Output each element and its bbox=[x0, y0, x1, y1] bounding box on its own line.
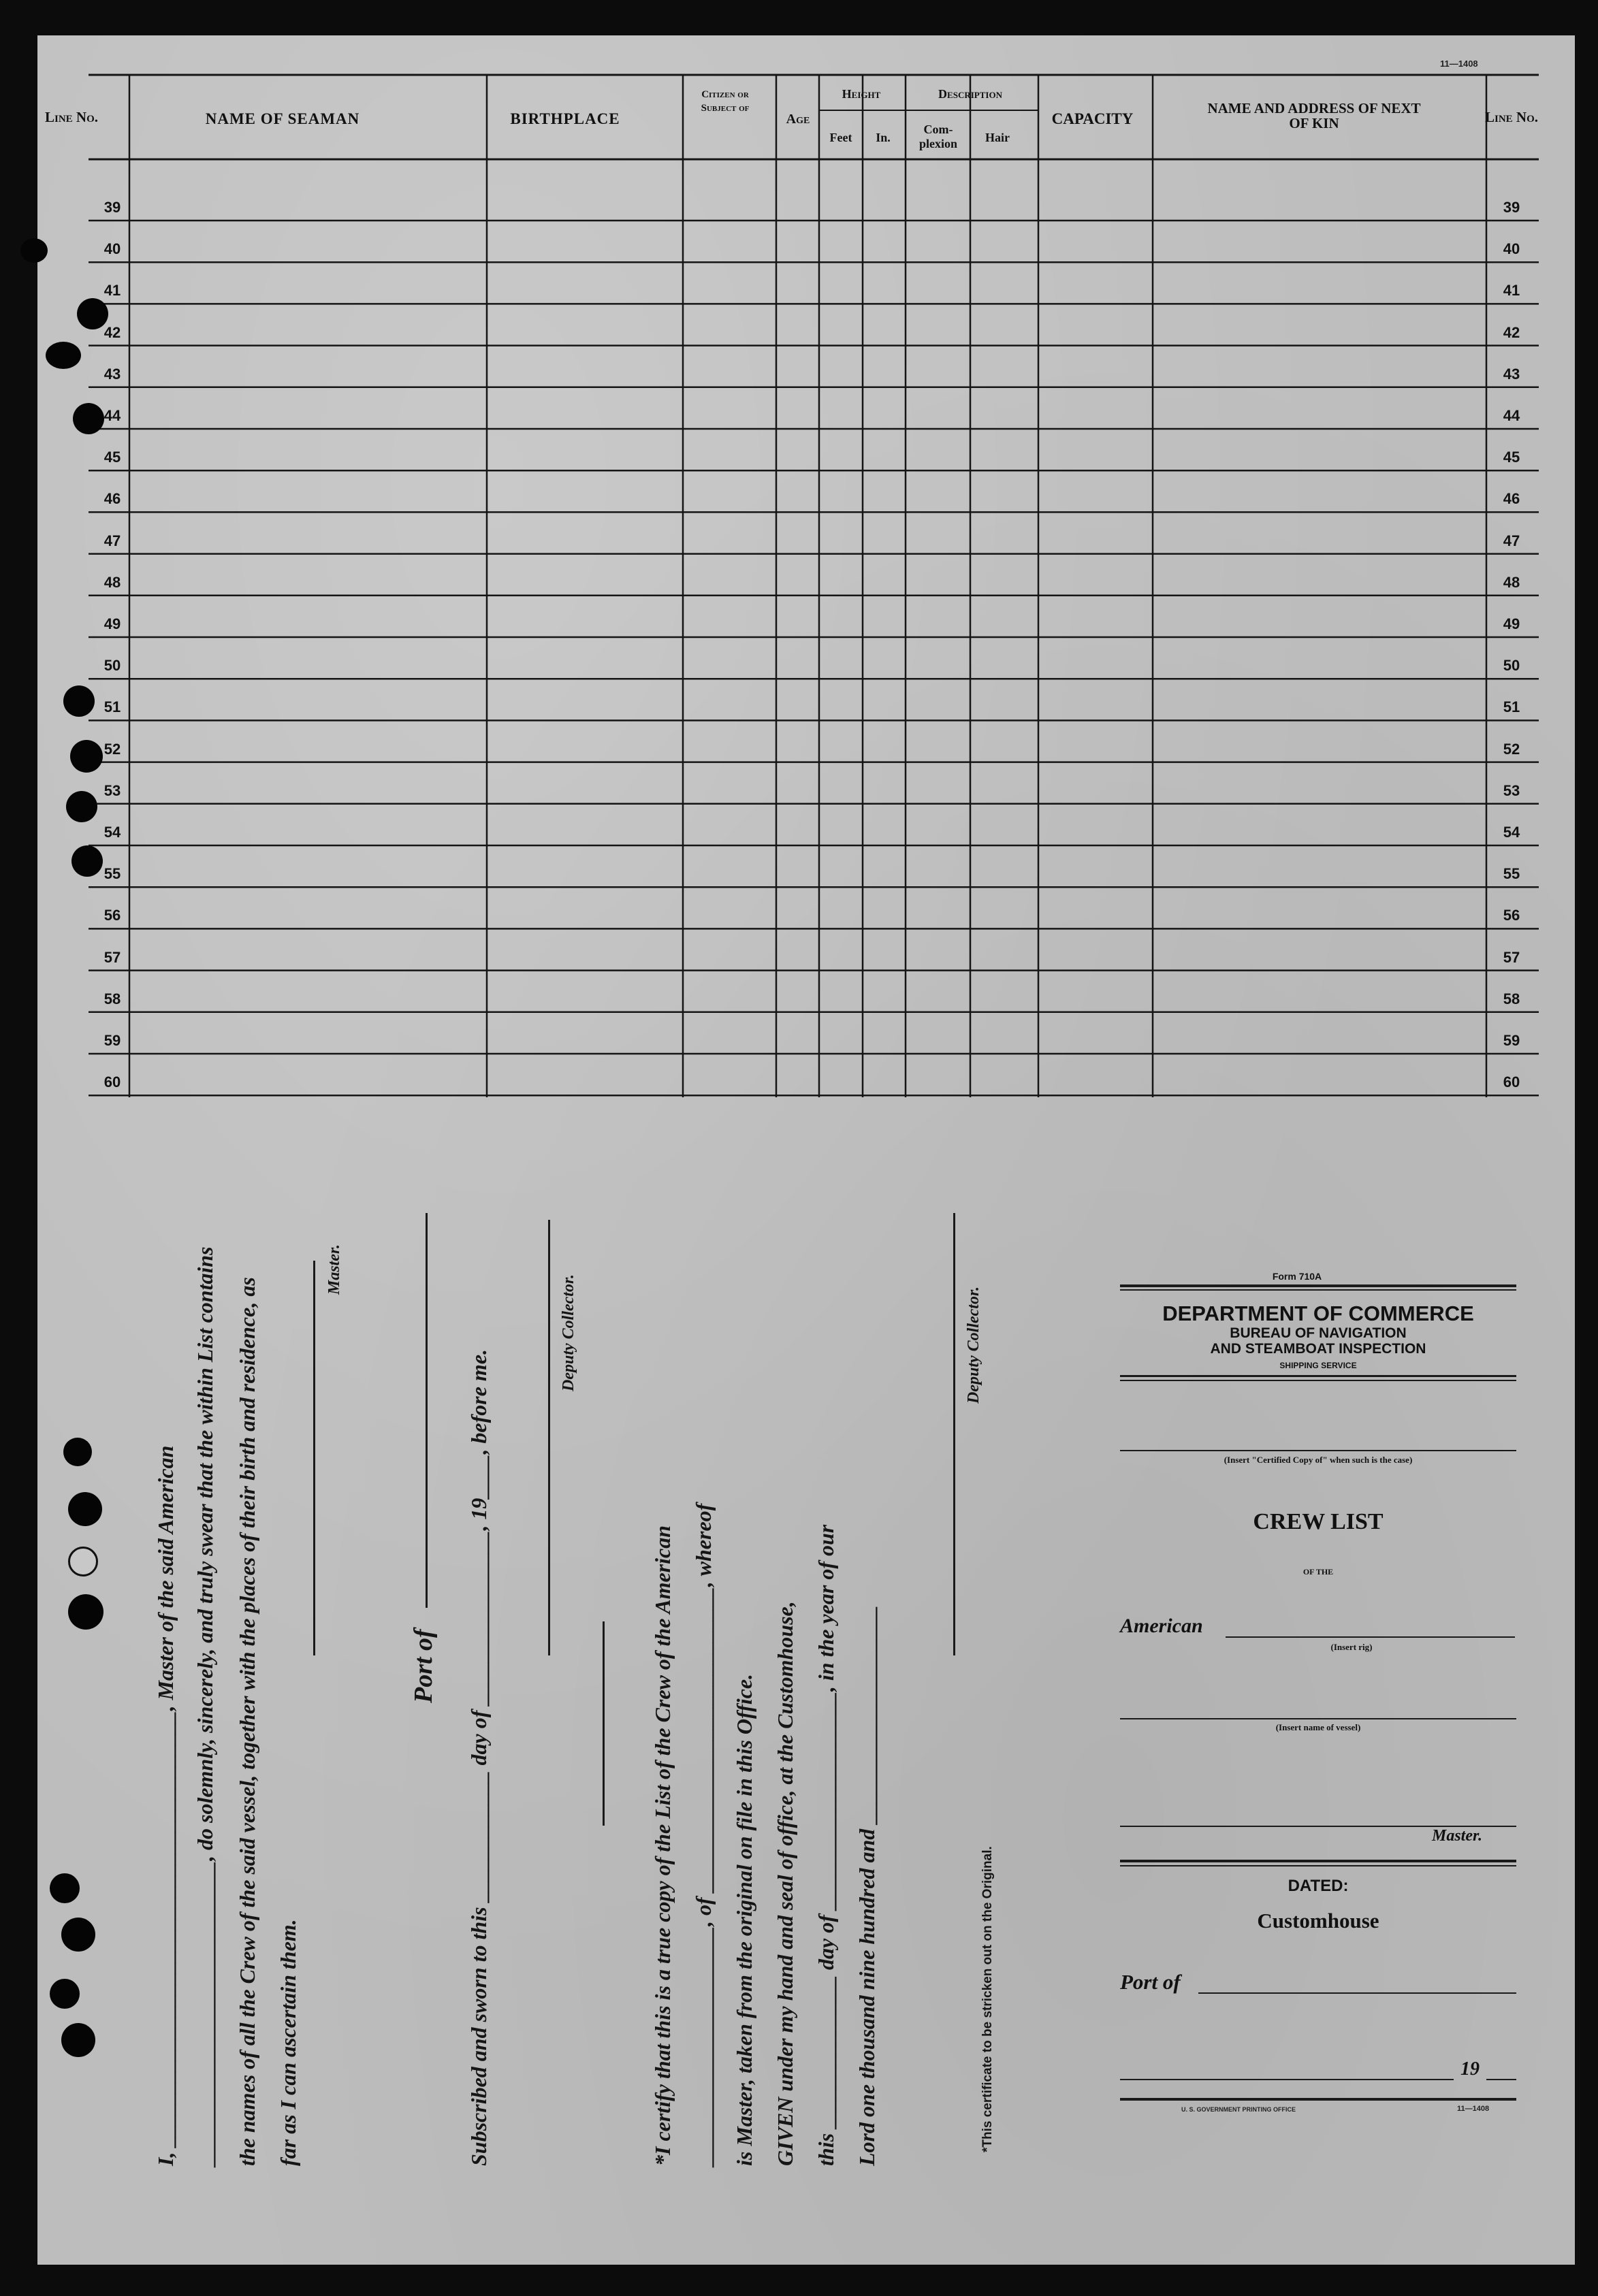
certificate-footnote: *This certificate to be stricken out on the Original. bbox=[980, 1846, 995, 2152]
header-capacity: CAPACITY bbox=[1051, 110, 1134, 127]
binder-hole bbox=[50, 1873, 80, 1903]
binder-hole bbox=[20, 238, 48, 263]
row-number-right: 40 bbox=[1503, 240, 1520, 258]
form-code-top: 11—1408 bbox=[1440, 59, 1478, 69]
crew-list-sheet bbox=[37, 35, 1575, 2265]
certificate-line-4: GIVEN under my hand and seal of office, at the Customhouse, bbox=[773, 1601, 797, 2166]
row-number-left: 43 bbox=[103, 365, 121, 383]
oath-line-1: I, ________________________________________, Master of the said American bbox=[153, 1445, 178, 2166]
row-number-right: 60 bbox=[1503, 1073, 1520, 1091]
row-number-right: 54 bbox=[1503, 824, 1520, 841]
row-number-left: 50 bbox=[103, 657, 121, 675]
deputy-collector-label-2: Deputy Collector. bbox=[965, 1287, 982, 1404]
row-number-left: 40 bbox=[103, 240, 121, 258]
port-of-cover-line bbox=[1198, 1992, 1516, 1994]
oath-line-4: far as I can ascertain them. bbox=[276, 1919, 300, 2166]
row-number-left: 58 bbox=[103, 990, 121, 1007]
header-height: Height bbox=[842, 87, 881, 101]
header-description: Description bbox=[938, 87, 1002, 101]
date-line bbox=[1120, 2079, 1454, 2080]
row-number-right: 47 bbox=[1503, 532, 1520, 549]
binder-hole bbox=[73, 403, 104, 434]
insert-rig-note: (Insert rig) bbox=[1330, 1642, 1373, 1652]
printing-office: U. S. GOVERNMENT PRINTING OFFICE bbox=[1181, 2106, 1296, 2113]
certificate-line-2: ______________________, of ____________________________, whereof bbox=[691, 1503, 716, 2166]
cover-rule bbox=[1120, 1289, 1516, 1291]
dated-label: DATED: bbox=[1288, 1877, 1349, 1895]
cover-master-label: Master. bbox=[1432, 1827, 1483, 1845]
row-number-left: 53 bbox=[103, 781, 121, 799]
row-number-left: 47 bbox=[103, 532, 121, 549]
row-number-left: 56 bbox=[103, 907, 121, 924]
row-number-left: 42 bbox=[103, 323, 121, 341]
row-number-right: 48 bbox=[1503, 573, 1520, 591]
crew-table-grid bbox=[37, 35, 1575, 1097]
row-number-left: 52 bbox=[103, 740, 121, 758]
binder-hole bbox=[63, 685, 95, 717]
header-line-no-right: Line No. bbox=[1484, 109, 1538, 125]
binder-hole bbox=[68, 1547, 98, 1577]
row-number-left: 59 bbox=[103, 1032, 121, 1049]
of-the-label: OF THE bbox=[1303, 1567, 1334, 1577]
row-number-right: 52 bbox=[1503, 740, 1520, 758]
certificate-line-1: *I certify that this is a true copy of the List of the Crew of the American bbox=[650, 1525, 675, 2166]
port-of-line bbox=[426, 1213, 428, 1608]
vessel-name-line bbox=[1120, 1718, 1516, 1719]
row-number-left: 39 bbox=[103, 199, 121, 216]
master-signature-line bbox=[313, 1261, 315, 1655]
row-number-right: 56 bbox=[1503, 907, 1520, 924]
binder-hole bbox=[68, 1492, 102, 1526]
crew-list-title: CREW LIST bbox=[1253, 1509, 1384, 1534]
master-label: Master. bbox=[325, 1244, 343, 1295]
row-number-left: 46 bbox=[103, 490, 121, 508]
cover-rule bbox=[1120, 1860, 1516, 1862]
cover-rule bbox=[1120, 1380, 1516, 1381]
row-number-right: 44 bbox=[1503, 407, 1520, 424]
certificate-line-5: this ______________ day of ____________________, in the year of our bbox=[814, 1524, 838, 2166]
binder-hole bbox=[50, 1979, 80, 2009]
oath-line-3: the names of all the Crew of the said vessel, together with the places of their birth and residence, as bbox=[235, 1277, 259, 2166]
row-number-left: 48 bbox=[103, 573, 121, 591]
row-number-right: 39 bbox=[1503, 199, 1520, 216]
binder-hole bbox=[68, 1594, 103, 1630]
deputy-collector-stub-line bbox=[603, 1621, 605, 1826]
row-number-right: 43 bbox=[1503, 365, 1520, 383]
row-number-right: 55 bbox=[1503, 865, 1520, 883]
header-birthplace: BIRTHPLACE bbox=[510, 110, 620, 127]
binder-hole bbox=[71, 845, 103, 877]
deputy-collector-line-1 bbox=[548, 1220, 550, 1655]
customhouse-label: Customhouse bbox=[1257, 1909, 1379, 1933]
certificate-line-3: is Master, taken from the original on file in this Office. bbox=[732, 1673, 756, 2166]
header-feet: Feet bbox=[829, 131, 852, 144]
binder-hole bbox=[61, 2023, 95, 2057]
header-name-of-seaman: NAME OF SEAMAN bbox=[205, 110, 360, 127]
department-title: DEPARTMENT OF COMMERCE bbox=[1162, 1301, 1474, 1325]
header-citizen: Citizen or Subject of bbox=[701, 89, 750, 114]
row-number-left: 44 bbox=[103, 407, 121, 424]
deputy-collector-label-1: Deputy Collector. bbox=[560, 1274, 577, 1391]
row-number-left: 51 bbox=[103, 698, 121, 716]
binder-hole bbox=[61, 1918, 95, 1952]
row-number-left: 57 bbox=[103, 948, 121, 966]
insert-vessel-note: (Insert name of vessel) bbox=[1275, 1722, 1361, 1732]
binder-hole bbox=[66, 791, 97, 822]
header-inches: In. bbox=[876, 131, 891, 144]
subscribed-line: Subscribed and sworn to this ____________ day of ________________, 19____, before me. bbox=[466, 1348, 491, 2166]
row-number-right: 53 bbox=[1503, 781, 1520, 799]
year-label: 19 bbox=[1460, 2058, 1480, 2080]
shipping-service: SHIPPING SERVICE bbox=[1279, 1361, 1357, 1370]
cover-rule bbox=[1120, 1865, 1516, 1866]
row-number-right: 46 bbox=[1503, 490, 1520, 508]
port-of-cover-label: Port of bbox=[1120, 1970, 1181, 1994]
bureau-line-1: BUREAU OF NAVIGATION bbox=[1230, 1325, 1407, 1341]
row-number-right: 49 bbox=[1503, 615, 1520, 632]
row-number-left: 41 bbox=[103, 282, 121, 300]
form-number: Form 710A bbox=[1272, 1271, 1322, 1282]
row-number-right: 51 bbox=[1503, 698, 1520, 716]
binder-hole bbox=[46, 342, 81, 369]
deputy-collector-line-2 bbox=[953, 1213, 955, 1655]
certificate-line-6: Lord one thousand nine hundred and ____________________ bbox=[854, 1605, 879, 2166]
row-number-left: 60 bbox=[103, 1073, 121, 1091]
american-label: American bbox=[1120, 1615, 1203, 1637]
cover-form-code: 11—1408 bbox=[1457, 2105, 1490, 2113]
header-line-no: Line No. bbox=[44, 109, 98, 125]
cover-rule bbox=[1120, 1375, 1516, 1377]
row-number-left: 55 bbox=[103, 865, 121, 883]
certified-copy-line bbox=[1120, 1450, 1516, 1451]
row-number-right: 57 bbox=[1503, 948, 1520, 966]
year-line bbox=[1486, 2079, 1516, 2080]
row-number-left: 54 bbox=[103, 824, 121, 841]
row-number-right: 45 bbox=[1503, 449, 1520, 466]
bureau-line-2: AND STEAMBOAT INSPECTION bbox=[1210, 1341, 1426, 1357]
binder-hole bbox=[63, 1438, 92, 1466]
oath-line-2: ____________________________, do solemnly, sincerely, and truly swear that the within List contains bbox=[193, 1246, 217, 2166]
row-number-left: 45 bbox=[103, 449, 121, 466]
row-number-right: 58 bbox=[1503, 990, 1520, 1007]
row-number-right: 42 bbox=[1503, 323, 1520, 341]
row-number-right: 41 bbox=[1503, 282, 1520, 300]
port-of-label: Port of bbox=[409, 1629, 438, 1703]
row-number-right: 50 bbox=[1503, 657, 1520, 675]
cover-rule bbox=[1120, 1284, 1516, 1287]
cover-rule bbox=[1120, 2098, 1516, 2101]
certified-copy-note: (Insert "Certified Copy of" when such is the case) bbox=[1224, 1455, 1413, 1465]
header-complexion: Com- plexion bbox=[918, 123, 957, 150]
header-next-of-kin: NAME AND ADDRESS OF NEXT OF KIN bbox=[1207, 100, 1421, 131]
header-hair: Hair bbox=[985, 131, 1010, 144]
binder-hole bbox=[70, 740, 103, 773]
row-number-left: 49 bbox=[103, 615, 121, 632]
binder-hole bbox=[77, 298, 108, 329]
row-number-right: 59 bbox=[1503, 1032, 1520, 1049]
header-age: Age bbox=[786, 112, 810, 127]
rig-line bbox=[1226, 1636, 1515, 1638]
